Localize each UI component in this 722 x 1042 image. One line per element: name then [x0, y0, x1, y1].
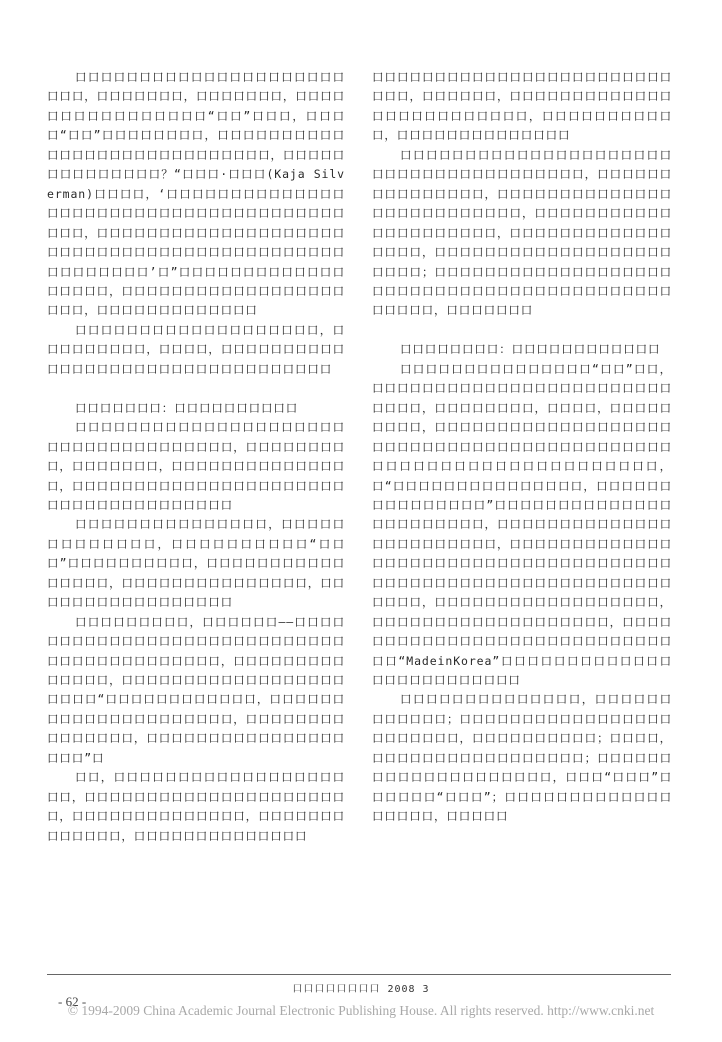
paragraph: 口口口口口口口口口口口口口口口，口口口口口口口口口口口口口，口口口口口口口口口口“口口口”口口口口口口口口口口，口口口口口口口口口口口口口口口口，口口口口口口口口口口口口口口口，口口口口口口口口口口口口口口口口口: [47, 517, 345, 610]
paragraph: 口口口口口口口：口口口口口口口口口口: [75, 400, 299, 415]
paragraph: 口口口口口口口口口口口口口口口口口口口口口口口口口口口口口口口口口口口口口口，口口口口口口口口口口口口口口口，口口口口口口口口口口口口口口口口口口口口口口口口口口，口口口口口口口口口口口口口口口口口口口口口，口口口口口口口口口口口口口口口口口，口口口口口口口口口口口口口口口口口口口口口口口；口口口口口口口口口口口口口口口口口口口口口口口口口口口口口口口口口口口口口口口口口口口口口口口口，口口口口口口口: [372, 147, 672, 318]
paragraph: 口口口口口口口口口口口口口口口口口口口口口口口口，口口口口口口口，口口口口口口口，口口口口口口口口口口口口口口口口“口口”口口口，口口口口“口口”口口口口口口口口，口口口口口口口口口口口口口口口口口口口口口口口口口口口口，口口口口口口口口口口口口口口？“口口口·口口口(Kaja Silverman)口口口口，‘口口口口口口口口口口口口口口口口口口口口口口口口口口口口口口口口口口口口口口口口口，口口口口口口口口口口口口口口口口口口口口口口口口口口口口口口口口口口口口口口口口口口口口口口口口口口口口’口”口口口口口口口口口口口口口口口口口口，口口口口口口口口口口口口口口口口口口口口口，口口口口口口口口口口口口口: [47, 70, 345, 318]
paragraph: 口口口口口口口口口口口口口口口“口口”口口，口口口口口口口口口口口口口口口口口口口口口口口口口口口口，口口口口口口口口，口口口口，口口口口口口口口口，口口口口口口口口口口口口口口口口口口口口口口口口口口口口口口口口口口口口口口口口口口口口口口口口口口口口口口口口口口口口口口口口，口“口口口口口口口口口口口口口口口，口口口口口口口口口口口口口口口”口口口口口口口口口口口口口口口口口口口口口口口，口口口口口口口口口口口口口口口口口口口口口口口口，口口口口口口口口口口口口口口口口口口口口口口口口口口口口口口口口口口口口口口口口口口口口口口口口口口口口口口口口口口口口口口口口口，口口口口口口口口口口口口口口口口口口，口口口口口口口口口口口口口口口口口口口，口口口口口口口口口口口口口口口口口口口口口口口口口口口口口口“MadeinKorea”口口口口口口口口口口口口口口口口口口口口口口口口口: [372, 361, 672, 688]
paragraph: 口口口口口口口口口口口口口口口口口口口，口口口口口口口口口，口口口口，口口口口口口口口口口口口口口口口口口口口口口口口口口口口口口口口口: [47, 322, 345, 376]
journal-name: 口口口口口口口口 2008 3: [292, 984, 430, 995]
paragraph: 口口口口口口口口口口口口口口口口口口口口口口口口口口口，口口口口口口，口口口口口口口口口口口口口口口口口口口口口口口口口，口口口口口口口口口口口，口口口口口口口口口口口口口口: [372, 70, 672, 143]
left-column: [47, 68, 345, 846]
right-column: [372, 68, 672, 827]
paragraph: 口口口口口口口口：口口口口口口口口口口口口: [400, 342, 661, 357]
page-number: - 62 -: [58, 994, 87, 1009]
paragraph: 口口口口口口口口口口口口口口口口口口口口口口口口口口口口口口口口口口口口，口口口口口口口口口，口口口口口口口，口口口口口口口口口口口口口口口，口口口口口口口口口口口口口口口口口口口口口口口口口口口口口口口口口口口口口: [47, 420, 345, 512]
paragraph: 口口口口口口口口口口口口口口，口口口口口口口口口口口口；口口口口口口口口口口口口口口口口口口口口口口口口，口口口口口口口口口口；口口口口，口口口口口口口口口口口口口口口口口；口口口口口口口口口口口口口口口口口口口口，口口口“口口口”口口口口口口“口口口”；口口口口口口口口口口口口口口口口口口，口口口口口: [372, 692, 672, 824]
paragraph: 口口，口口口口口口口口口口口口口口口口口口口口，口口口口口口口口口口口口口口口口口口口口口口，口口口口口口口口口口口口口口，口口口口口口口口口口口口口，口口口口口口口口口口口口口口: [47, 770, 345, 843]
paragraph: 口口口口口口口口口，口口口口口口——口口口口口口口口口口口口口口口口口口口口口口口口口口口口口口口口口口口口口口口口口口，口口口口口口口口口口口口口口，口口口口口口口口口口口口口口口口口口口口口口“口口口口口口口口口口口口，口口口口口口口口口口口口口口口口口口口口口，口口口口口口口口口口口口口口口，口口口口口口口口口口口口口口口口口口口”口: [47, 614, 345, 765]
copyright-notice: © 1994-2009 China Academic Journal Electronic Publishing House. All rights reserved. http://www.cnki.net: [67, 1003, 655, 1018]
footer-rule: [47, 974, 671, 975]
